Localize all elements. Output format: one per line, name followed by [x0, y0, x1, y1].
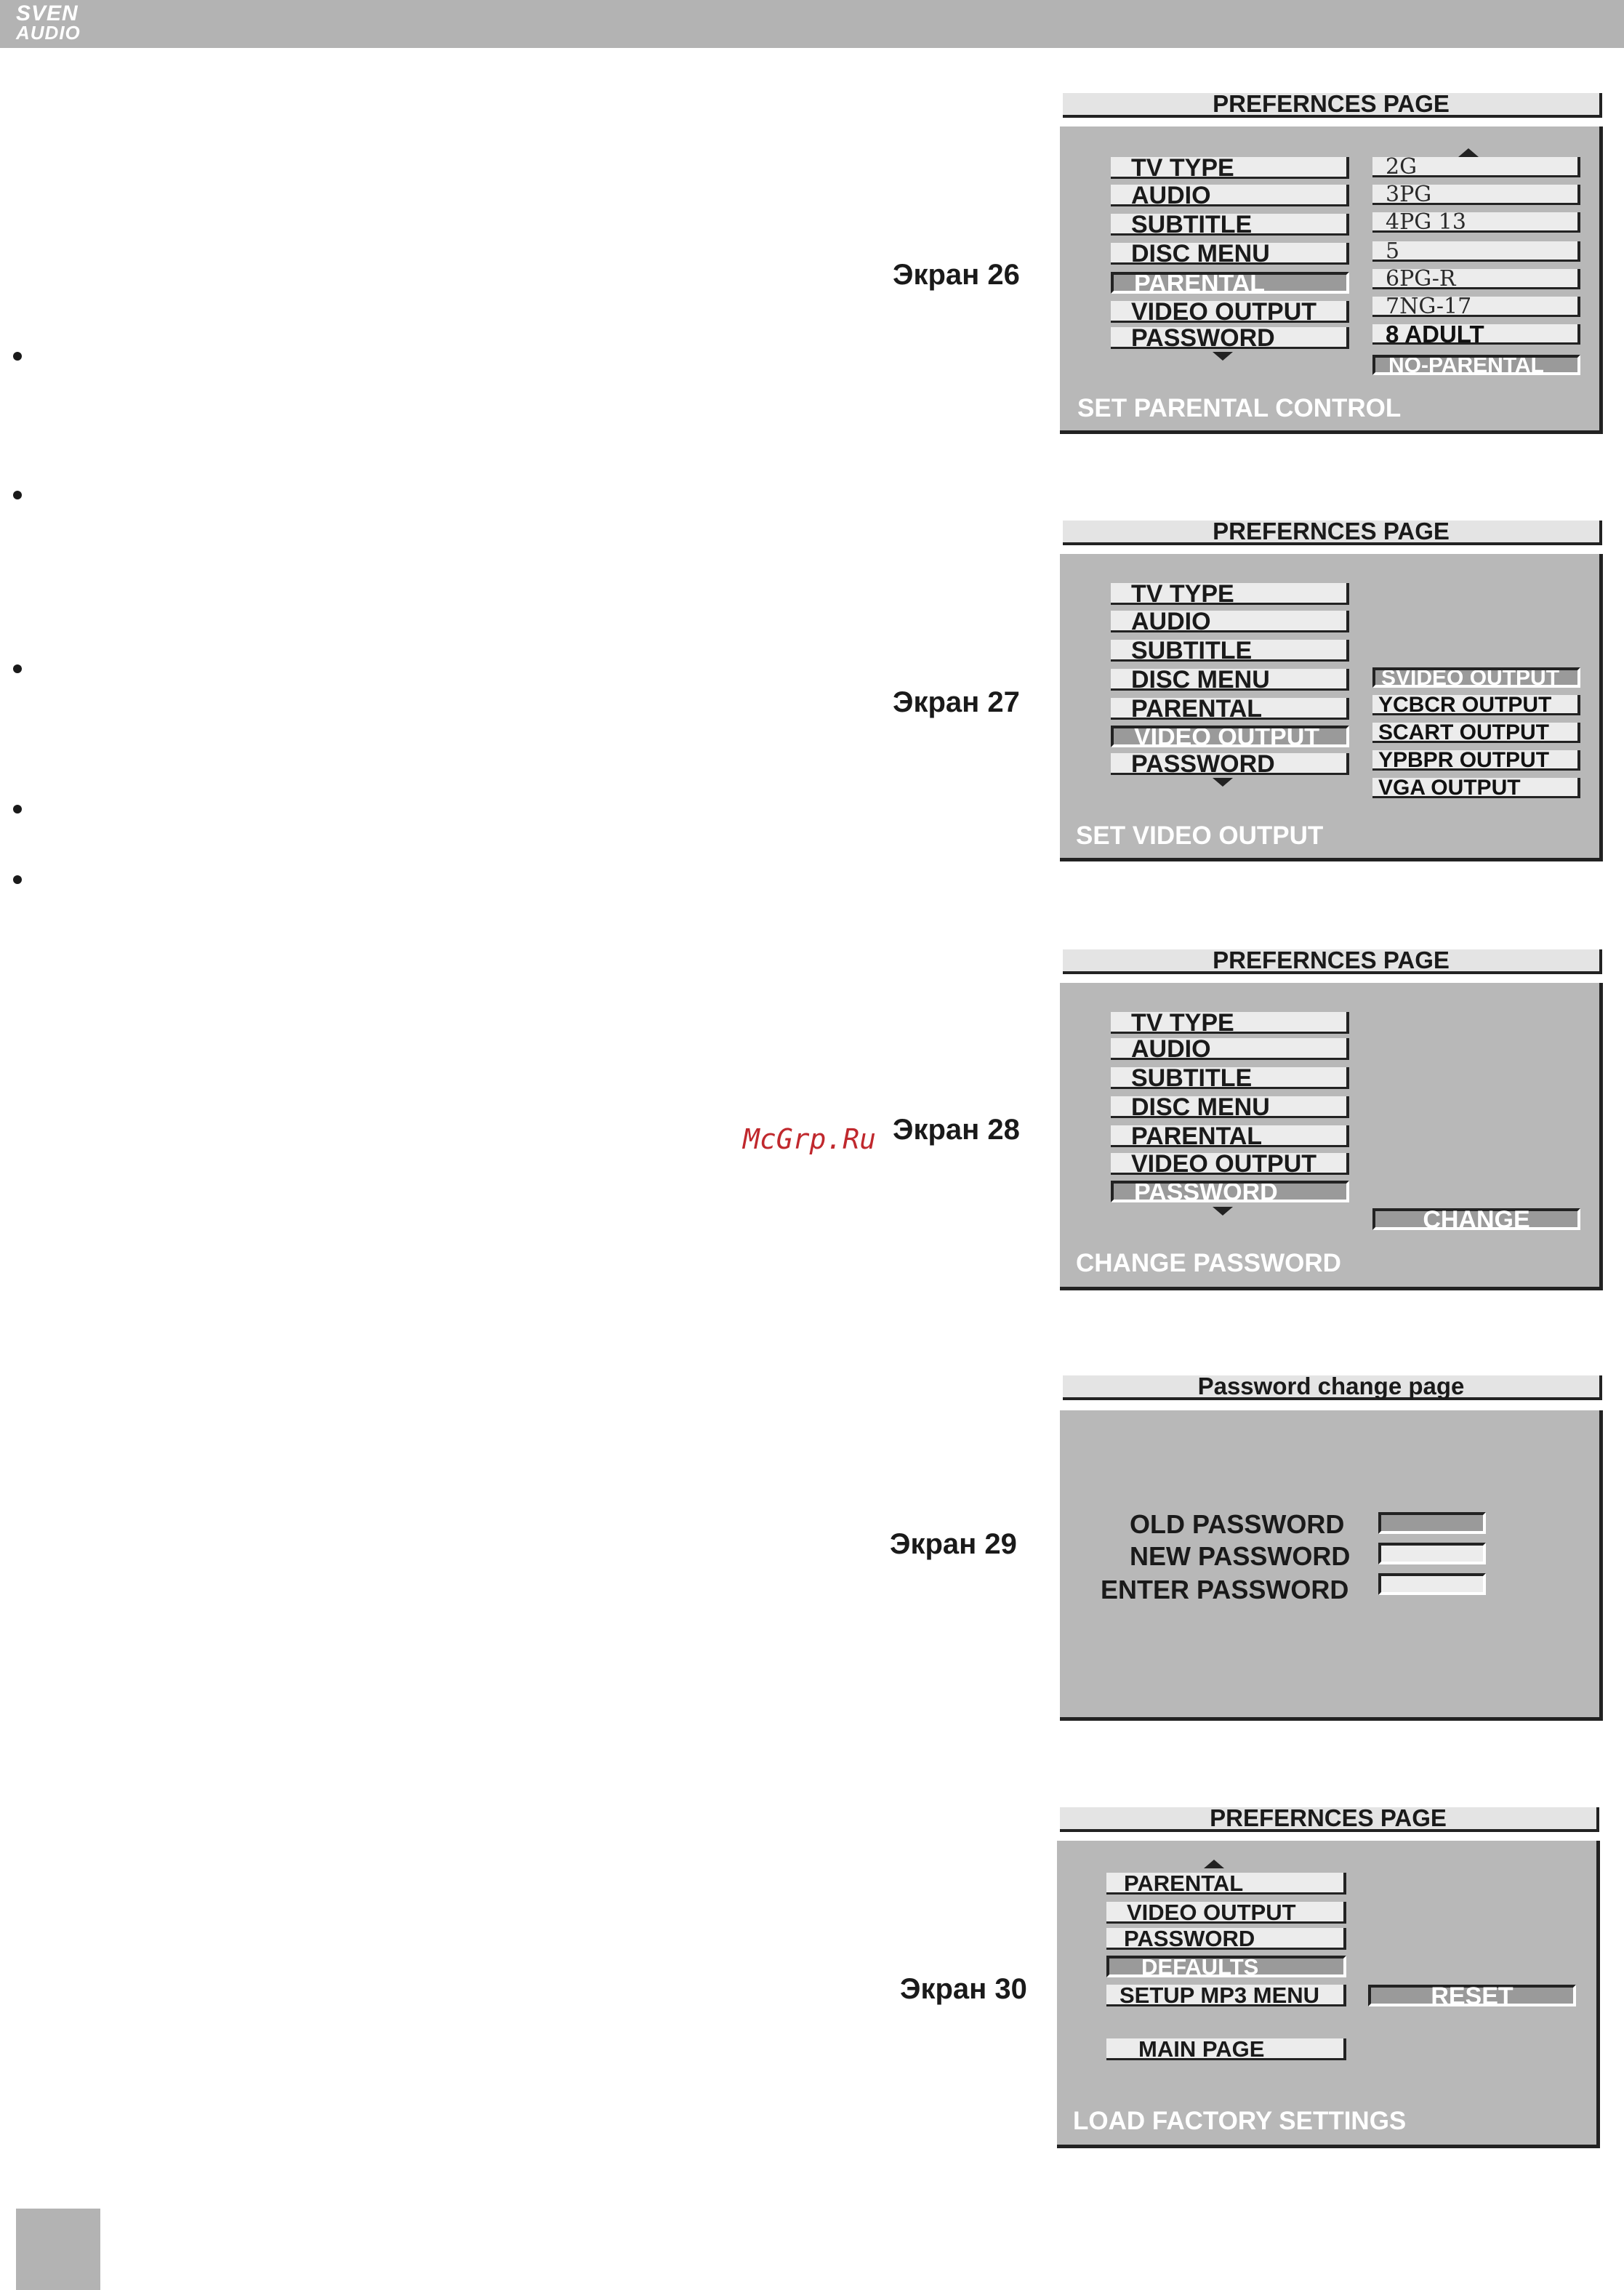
- menu-item-parental-selected[interactable]: PARENTAL: [1111, 272, 1349, 294]
- menu-item-tv-type[interactable]: TV TYPE: [1111, 1012, 1349, 1034]
- parental-option-7ng-17[interactable]: 7NG-17: [1372, 297, 1580, 317]
- menu-item-parental[interactable]: PARENTAL: [1111, 1125, 1349, 1147]
- menu-item-subtitle[interactable]: SUBTITLE: [1111, 214, 1349, 236]
- video-option-ycbcr[interactable]: YCBCR OUTPUT: [1372, 695, 1580, 715]
- change-button[interactable]: CHANGE: [1372, 1208, 1580, 1230]
- video-option-svideo-selected[interactable]: SVIDEO OUTPUT: [1372, 667, 1580, 688]
- reset-button[interactable]: RESET: [1368, 1985, 1576, 2006]
- screen-28-status: CHANGE PASSWORD: [1076, 1249, 1341, 1277]
- header-bar: [0, 0, 1624, 48]
- menu-item-video-output-selected[interactable]: VIDEO OUTPUT: [1111, 726, 1349, 747]
- scroll-down-arrow-icon[interactable]: [1213, 778, 1233, 787]
- parental-option-5[interactable]: 5: [1372, 241, 1580, 262]
- bullet-point: [13, 805, 22, 813]
- screen-label-28: Экран 28: [893, 1114, 1020, 1146]
- screen-29-title: Password change page: [1063, 1375, 1602, 1400]
- menu-item-audio[interactable]: AUDIO: [1111, 1038, 1349, 1060]
- old-password-label: OLD PASSWORD: [1130, 1509, 1345, 1539]
- screen-30-title: PREFERNCES PAGE: [1060, 1807, 1599, 1832]
- menu-item-tv-type[interactable]: TV TYPE: [1111, 583, 1349, 605]
- video-option-scart[interactable]: SCART OUTPUT: [1372, 723, 1580, 743]
- video-option-ypbpr[interactable]: YPBPR OUTPUT: [1372, 750, 1580, 771]
- scroll-up-arrow-icon[interactable]: [1458, 148, 1479, 157]
- screen-label-30: Экран 30: [900, 1973, 1027, 2005]
- menu-item-password[interactable]: PASSWORD: [1111, 753, 1349, 775]
- menu-item-audio[interactable]: AUDIO: [1111, 611, 1349, 632]
- screen-27-title: PREFERNCES PAGE: [1063, 521, 1602, 545]
- video-option-vga[interactable]: VGA OUTPUT: [1372, 778, 1580, 798]
- brand-line-2: AUDIO: [16, 22, 81, 44]
- menu-item-disc-menu[interactable]: DISC MENU: [1111, 243, 1349, 265]
- parental-option-4pg13[interactable]: 4PG 13: [1372, 212, 1580, 233]
- menu-item-main-page[interactable]: MAIN PAGE: [1106, 2038, 1346, 2060]
- menu-item-setup-mp3-menu[interactable]: SETUP MP3 MENU: [1106, 1985, 1346, 2006]
- enter-password-field[interactable]: [1378, 1573, 1486, 1595]
- brand-line-1: SVEN: [16, 1, 79, 25]
- watermark: McGrp.Ru: [743, 1123, 877, 1155]
- parental-option-3pg[interactable]: 3PG: [1372, 185, 1580, 205]
- screen-30-status: LOAD FACTORY SETTINGS: [1073, 2107, 1407, 2135]
- menu-item-password[interactable]: PASSWORD: [1111, 327, 1349, 349]
- screen-26-status: SET PARENTAL CONTROL: [1077, 394, 1402, 422]
- menu-item-parental[interactable]: PARENTAL: [1106, 1873, 1346, 1895]
- scroll-up-arrow-icon[interactable]: [1204, 1860, 1224, 1868]
- bullet-point: [13, 664, 22, 673]
- screen-26-title: PREFERNCES PAGE: [1063, 93, 1602, 118]
- new-password-field[interactable]: [1378, 1543, 1486, 1564]
- screen-label-29: Экран 29: [890, 1528, 1017, 1560]
- menu-item-disc-menu[interactable]: DISC MENU: [1111, 1096, 1349, 1118]
- bullet-point: [13, 352, 22, 361]
- menu-item-audio[interactable]: AUDIO: [1111, 185, 1349, 206]
- menu-item-video-output[interactable]: VIDEO OUTPUT: [1106, 1902, 1346, 1924]
- menu-item-defaults-selected[interactable]: DEFAULTS: [1106, 1956, 1346, 1977]
- menu-item-password-selected[interactable]: PASSWORD: [1111, 1181, 1349, 1202]
- menu-item-video-output[interactable]: VIDEO OUTPUT: [1111, 1153, 1349, 1175]
- menu-item-parental[interactable]: PARENTAL: [1111, 698, 1349, 720]
- parental-option-8-adult[interactable]: 8 ADULT: [1372, 324, 1580, 345]
- menu-item-disc-menu[interactable]: DISC MENU: [1111, 669, 1349, 691]
- parental-option-6pg-r[interactable]: 6PG-R: [1372, 269, 1580, 289]
- menu-item-tv-type[interactable]: TV TYPE: [1111, 157, 1349, 179]
- bullet-point: [13, 491, 22, 499]
- screen-27-status: SET VIDEO OUTPUT: [1076, 821, 1324, 850]
- brand-logo: [16, 1, 81, 44]
- new-password-label: NEW PASSWORD: [1130, 1541, 1351, 1571]
- scroll-down-arrow-icon[interactable]: [1213, 352, 1233, 361]
- menu-item-subtitle[interactable]: SUBTITLE: [1111, 1067, 1349, 1089]
- screen-label-26: Экран 26: [893, 259, 1020, 291]
- old-password-field[interactable]: [1378, 1512, 1486, 1534]
- page-number-tab: [16, 2209, 100, 2290]
- bullet-point: [13, 875, 22, 884]
- menu-item-video-output[interactable]: VIDEO OUTPUT: [1111, 301, 1349, 323]
- screen-28-title: PREFERNCES PAGE: [1063, 949, 1602, 974]
- parental-option-no-parental-selected[interactable]: NO-PARENTAL: [1372, 355, 1580, 375]
- parental-option-2g[interactable]: 2G: [1372, 157, 1580, 177]
- menu-item-subtitle[interactable]: SUBTITLE: [1111, 640, 1349, 662]
- scroll-down-arrow-icon[interactable]: [1213, 1207, 1233, 1216]
- enter-password-label: ENTER PASSWORD: [1101, 1575, 1349, 1604]
- screen-label-27: Экран 27: [893, 686, 1020, 718]
- menu-item-password[interactable]: PASSWORD: [1106, 1928, 1346, 1950]
